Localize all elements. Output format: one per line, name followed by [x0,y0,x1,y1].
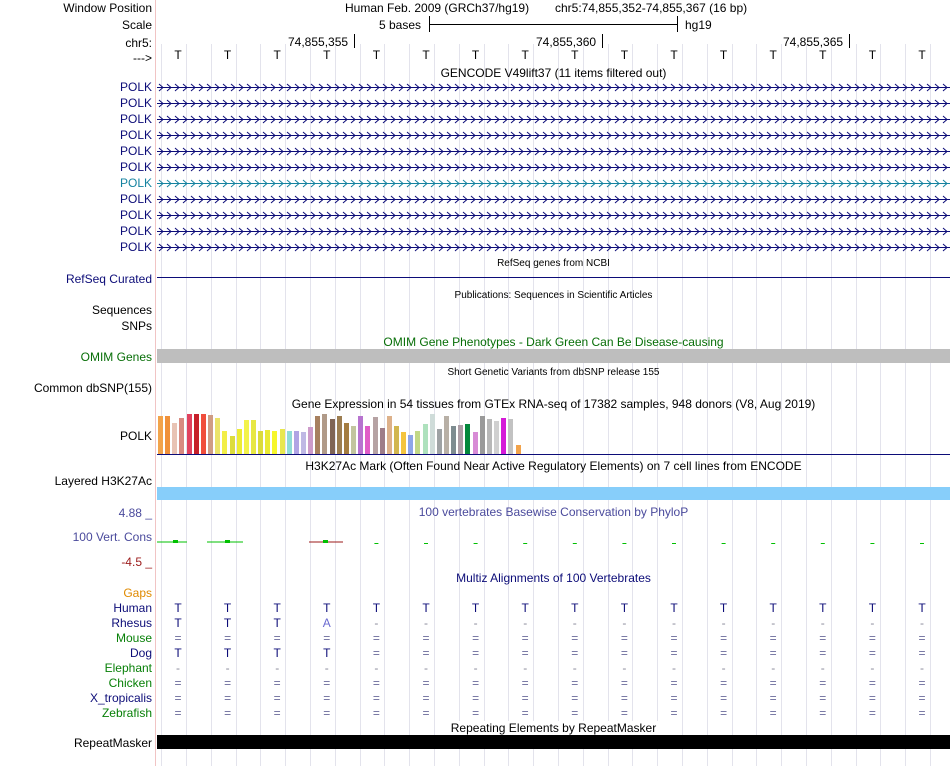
scale-bar-right-tick [677,16,678,32]
alignment-base: = [174,631,182,645]
gtex-tissue-bar[interactable] [423,424,428,454]
gtex-tissue-bar[interactable] [508,419,513,454]
alignment-base: = [868,631,876,645]
alignment-base: - [622,661,627,675]
alignment-base: = [372,676,380,690]
alignment-base: = [819,631,827,645]
alignment-base: - [225,661,230,675]
alignment-base: - [424,661,428,675]
omim-genes-label[interactable]: OMIM Genes [80,350,152,364]
db-name: hg19 [685,18,712,32]
gtex-tissue-bar[interactable] [380,428,385,454]
alignment-base: = [273,631,281,645]
gtex-tissue-bar[interactable] [365,426,370,454]
transcript-row[interactable] [157,163,950,172]
h3k27ac-track-title: H3K27Ac Mark (Often Found Near Active Regulatory Elements) on 7 cell lines from ENCODE [305,459,802,473]
chrom-label: chr5: [125,36,152,50]
alignment-base: = [521,706,529,720]
alignment-base: = [769,706,777,720]
alignment-base: - [920,661,924,675]
alignment-base: = [868,676,876,690]
alignment-base: T [719,601,728,615]
publications-track-title: Publications: Sequences in Scientific Articles [454,290,653,301]
repeatmasker-track-title: Repeating Elements by RepeatMasker [450,721,657,735]
phylop-score-mark [323,540,328,543]
transcript-label[interactable]: POLK [119,144,152,158]
ruler-tick-label-3: 74,855,365 [783,35,844,49]
phylop-score-mark [424,543,428,544]
gtex-tissue-bar[interactable] [322,414,327,454]
scale-bar [429,24,677,25]
phylop-score-mark [173,540,178,543]
alignment-base: - [672,616,676,630]
alignment-base: = [372,706,380,720]
alignment-base: T [819,601,827,615]
alignment-base: = [819,646,827,660]
alignment-base: = [422,646,430,660]
alignment-base: T [670,601,678,615]
gtex-tissue-bar[interactable] [294,431,299,454]
alignment-base: = [620,706,628,720]
alignment-base: = [422,706,430,720]
scale-text: 5 bases [379,18,422,32]
alignment-base: T [571,601,579,615]
phylop-score-mark [573,543,577,544]
phylop-plot [157,536,950,556]
phylop-track-title: 100 vertebrates Basewise Conservation by PhyloP [418,505,689,519]
ruler-tick-label-2: 74,855,360 [536,35,597,49]
species-label[interactable]: Chicken [108,676,152,690]
alignment-base: = [224,631,232,645]
alignment-base: - [374,616,379,630]
transcript-row[interactable] [157,243,950,252]
alignment-base: T [273,646,281,660]
sequence-base: T [868,48,877,62]
alignment-base: T [521,601,529,615]
species-label[interactable]: Rhesus [111,616,152,630]
gencode-track-title: GENCODE V49lift37 (11 items filtered out) [440,66,667,80]
alignment-base: = [819,706,827,720]
transcript-row[interactable] [157,179,950,188]
alignment-base: - [771,616,776,630]
alignment-base: = [720,691,728,705]
gtex-track-title: Gene Expression in 54 tissues from GTEx RNA-seq of 17382 samples, 948 donors (V8, Aug 2019) [291,397,816,411]
alignment-base: = [224,706,232,720]
transcript-label[interactable]: POLK [119,128,152,142]
gtex-tissue-bar[interactable] [451,426,456,454]
gtex-tissue-bar[interactable] [230,436,235,454]
alignment-base: = [521,646,529,660]
gtex-tissue-bar[interactable] [401,432,406,454]
gtex-tissue-bar[interactable] [373,417,378,454]
multiz-track-title: Multiz Alignments of 100 Vertebrates [456,571,651,585]
gtex-tissue-bar[interactable] [351,426,356,454]
alignment-base: = [372,631,380,645]
alignment-base: = [571,676,579,690]
gtex-tissue-bar[interactable] [444,416,449,454]
gtex-gene-label[interactable]: POLK [119,429,152,443]
gtex-tissue-bar[interactable] [301,432,306,454]
alignment-base: = [422,691,430,705]
sequence-base: T [323,48,331,62]
transcript-label[interactable]: POLK [119,96,152,110]
dbsnp-track-title: Short Genetic Variants from dbSNP release 155 [447,367,660,378]
alignment-base: = [868,691,876,705]
alignment-base: = [422,676,430,690]
alignment-base: - [176,661,180,675]
alignment-base: = [372,691,380,705]
gtex-tissue-bar[interactable] [437,429,442,454]
sequence-base: T [620,48,629,62]
alignment-base: T [868,601,877,615]
alignment-base: = [819,676,827,690]
sequence-base: T [571,48,579,62]
sequence-base: T [174,48,182,62]
gtex-tissue-bar[interactable] [179,418,184,454]
alignment-base: = [918,676,926,690]
alignment-base: - [870,661,875,675]
gtex-tissue-bar[interactable] [358,416,363,454]
alignment-base: T [223,616,232,630]
alignment-base: = [224,691,232,705]
transcript-label[interactable]: POLK [119,176,152,190]
phylop-score-mark [821,543,825,544]
alignment-base: T [471,601,480,615]
alignment-base: = [918,691,926,705]
gtex-tissue-bar[interactable] [172,423,177,454]
alignment-base: = [769,676,777,690]
alignment-base: T [223,646,232,660]
phylop-score-mark [672,543,676,544]
sequence-base: T [471,48,480,62]
sequence-base: T [918,48,926,62]
alignment-base: = [273,706,281,720]
gtex-tissue-bar[interactable] [465,424,470,454]
phylop-score-mark [870,543,874,544]
alignment-base: - [324,661,329,675]
alignment-base: T [620,601,629,615]
gtex-tissue-bar[interactable] [215,418,220,454]
alignment-base: - [721,616,726,630]
gtex-tissue-bar[interactable] [201,414,206,454]
sequence-base: T [769,48,777,62]
alignment-base: A [322,616,331,630]
gtex-tissue-bar[interactable] [287,431,292,454]
refseq-track-title: RefSeq genes from NCBI [497,258,610,269]
position-title: chr5:74,855,352-74,855,367 (16 bp) [555,1,748,15]
layered-h3k27ac-label[interactable]: Layered H3K27Ac [54,474,152,488]
alignment-base: = [422,631,430,645]
transcript-row[interactable] [157,83,950,92]
alignment-base: = [571,646,579,660]
species-label[interactable]: Zebrafish [101,706,152,720]
repeatmasker-label[interactable]: RepeatMasker [73,736,152,750]
alignment-base: = [620,676,628,690]
gtex-tissue-bar[interactable] [244,420,249,454]
gtex-tissue-bar[interactable] [258,431,263,454]
species-label[interactable]: Elephant [104,661,152,675]
alignment-base: - [275,661,280,675]
transcript-label[interactable]: POLK [119,208,152,222]
alignment-base: = [918,646,926,660]
alignment-base: = [769,631,777,645]
ruler-tick-label-1: 74,855,355 [288,35,349,49]
scale-label: Scale [121,18,152,32]
alignment-base: - [572,661,577,675]
gtex-tissue-bar[interactable] [330,419,335,454]
alignment-base: = [868,706,876,720]
alignment-base: - [771,661,776,675]
transcript-label[interactable]: POLK [119,240,152,254]
alignment-base: = [571,706,579,720]
gtex-tissue-bar[interactable] [487,419,492,454]
track-label-column [0,0,155,766]
species-label[interactable]: Human [113,601,152,615]
gtex-tissue-bar[interactable] [387,416,392,454]
gtex-tissue-bar[interactable] [251,420,256,454]
refseq-gene-line[interactable] [157,277,950,278]
gtex-expression-bars[interactable] [157,412,557,454]
alignment-base: T [174,646,182,660]
data-area[interactable] [157,0,950,766]
alignment-base: = [571,691,579,705]
sequence-base: T [422,48,430,62]
alignment-base: - [572,616,577,630]
gtex-tissue-bar[interactable] [280,429,285,454]
alignment-base: - [473,661,478,675]
transcript-row[interactable] [157,99,950,108]
alignment-base: T [273,601,281,615]
gtex-tissue-bar[interactable] [194,414,199,454]
alignment-base: T [372,601,381,615]
alignment-base: T [223,601,232,615]
gtex-baseline [157,454,950,455]
phylop-score-mark [474,543,478,544]
alignment-base: = [720,646,728,660]
alignment-base: = [174,706,182,720]
alignment-base: - [820,661,825,675]
alignment-base: - [424,616,428,630]
gtex-tissue-bar[interactable] [494,421,499,454]
phylop-score-mark [374,543,378,544]
alignment-base: - [523,661,528,675]
transcript-label[interactable]: POLK [119,112,152,126]
alignment-base: = [323,691,331,705]
cons-max-label: 4.88 _ [118,506,152,520]
gtex-tissue-bar[interactable] [473,432,478,454]
species-label[interactable]: X_tropicalis [89,691,152,705]
sequence-base: T [223,48,232,62]
gtex-tissue-bar[interactable] [501,418,506,454]
alignment-base: = [273,676,281,690]
alignment-base: T [174,616,182,630]
gaps-label: Gaps [123,586,152,600]
gtex-tissue-bar[interactable] [187,414,192,454]
gtex-tissue-bar[interactable] [315,416,320,454]
alignment-base: = [323,676,331,690]
sequence-base: T [521,48,529,62]
gtex-tissue-bar[interactable] [237,429,242,454]
transcript-row[interactable] [157,195,950,204]
gtex-tissue-bar[interactable] [480,416,485,454]
alignment-base: - [622,616,627,630]
sequence-base: T [670,48,678,62]
gtex-tissue-bar[interactable] [394,426,399,454]
gtex-tissue-bar[interactable] [344,423,349,454]
alignment-base: = [174,691,182,705]
alignment-base: = [720,706,728,720]
gtex-tissue-bar[interactable] [415,431,420,454]
alignment-base: = [323,706,331,720]
phylop-score-mark [920,543,924,544]
omim-gene-bar[interactable] [157,349,950,363]
alignment-base: T [273,616,281,630]
species-label[interactable]: Dog [129,646,152,660]
alignment-base: = [620,646,628,660]
vert-cons-label[interactable]: 100 Vert. Cons [72,530,152,544]
alignment-base: = [472,691,480,705]
repeatmasker-bar[interactable] [157,735,950,749]
alignment-base: T [323,646,331,660]
transcript-label[interactable]: POLK [119,160,152,174]
common-dbsnp-label[interactable]: Common dbSNP(155) [33,381,152,395]
alignment-base: T [323,601,331,615]
alignment-base: = [670,691,678,705]
ruler-tick-3 [849,34,850,48]
transcript-row[interactable] [157,131,950,140]
alignment-base: = [918,631,926,645]
transcript-label[interactable]: POLK [119,224,152,238]
phylop-score-mark [722,543,726,544]
ruler-tick-2 [602,34,603,48]
alignment-base: = [521,691,529,705]
gtex-tissue-bar[interactable] [272,431,277,454]
alignment-base: = [472,676,480,690]
alignment-base: T [769,601,777,615]
alignment-base: T [174,601,182,615]
phylop-score-mark [523,543,527,544]
strand-label: ---> [133,51,152,65]
alignment-base: - [523,616,528,630]
alignment-base: = [372,646,380,660]
gtex-tissue-bar[interactable] [265,430,270,454]
alignment-base: - [721,661,726,675]
gtex-tissue-bar[interactable] [165,416,170,454]
alignment-base: = [472,706,480,720]
alignment-base: = [819,691,827,705]
alignment-base: = [472,646,480,660]
transcript-row[interactable] [157,227,950,236]
sequence-base: T [273,48,281,62]
h3k27ac-signal-bar[interactable] [157,487,950,500]
alignment-base: = [868,646,876,660]
alignment-base: = [521,631,529,645]
omim-track-title: OMIM Gene Phenotypes - Dark Green Can Be Disease-causing [383,335,724,349]
gtex-tissue-bar[interactable] [308,427,313,454]
transcript-row[interactable] [157,147,950,156]
transcript-row[interactable] [157,211,950,220]
sequences-label[interactable]: Sequences [91,303,152,317]
alignment-base: = [918,706,926,720]
transcript-label[interactable]: POLK [119,80,152,94]
alignment-base: - [870,616,875,630]
gtex-tissue-bar[interactable] [337,416,342,454]
alignment-base: - [672,661,676,675]
alignment-base: = [769,646,777,660]
gtex-tissue-bar[interactable] [458,425,463,454]
alignment-base: = [670,676,678,690]
alignment-base: = [769,691,777,705]
alignment-base: = [323,631,331,645]
sequence-base: T [372,48,381,62]
alignment-base: = [720,631,728,645]
alignment-base: = [472,631,480,645]
alignment-base: = [571,631,579,645]
gtex-tissue-bar[interactable] [222,431,227,454]
gtex-tissue-bar[interactable] [408,435,413,454]
phylop-score-mark [622,543,626,544]
snps-label[interactable]: SNPs [121,319,152,333]
sequence-base: T [719,48,728,62]
sequence-base: T [819,48,827,62]
alignment-base: T [918,601,926,615]
ruler-tick-1 [354,34,355,48]
alignment-base: = [670,646,678,660]
species-label[interactable]: Mouse [115,631,152,645]
alignment-base: = [720,676,728,690]
alignment-base: = [174,676,182,690]
assembly-title: Human Feb. 2009 (GRCh37/hg19) [345,1,530,15]
alignment-base: = [620,691,628,705]
gtex-tissue-bar[interactable] [430,414,435,454]
cons-min-label: -4.5 _ [121,555,152,569]
alignment-base: T [422,601,430,615]
alignment-base: = [620,631,628,645]
phylop-score-mark [225,540,230,543]
alignment-base: = [224,676,232,690]
gtex-tissue-bar[interactable] [516,445,521,454]
alignment-base: = [670,706,678,720]
phylop-score-mark [771,543,775,544]
transcript-row[interactable] [157,115,950,124]
alignment-base: - [920,616,924,630]
refseq-curated-label[interactable]: RefSeq Curated [65,272,152,286]
alignment-base: = [273,691,281,705]
alignment-base: - [473,616,478,630]
label-separator [155,0,156,766]
window-position-label: Window Position [63,1,152,15]
gtex-tissue-bar[interactable] [158,416,163,454]
transcript-label[interactable]: POLK [119,192,152,206]
alignment-base: = [670,631,678,645]
gtex-tissue-bar[interactable] [208,415,213,454]
alignment-base: = [521,676,529,690]
alignment-base: - [374,661,379,675]
alignment-base: - [820,616,825,630]
